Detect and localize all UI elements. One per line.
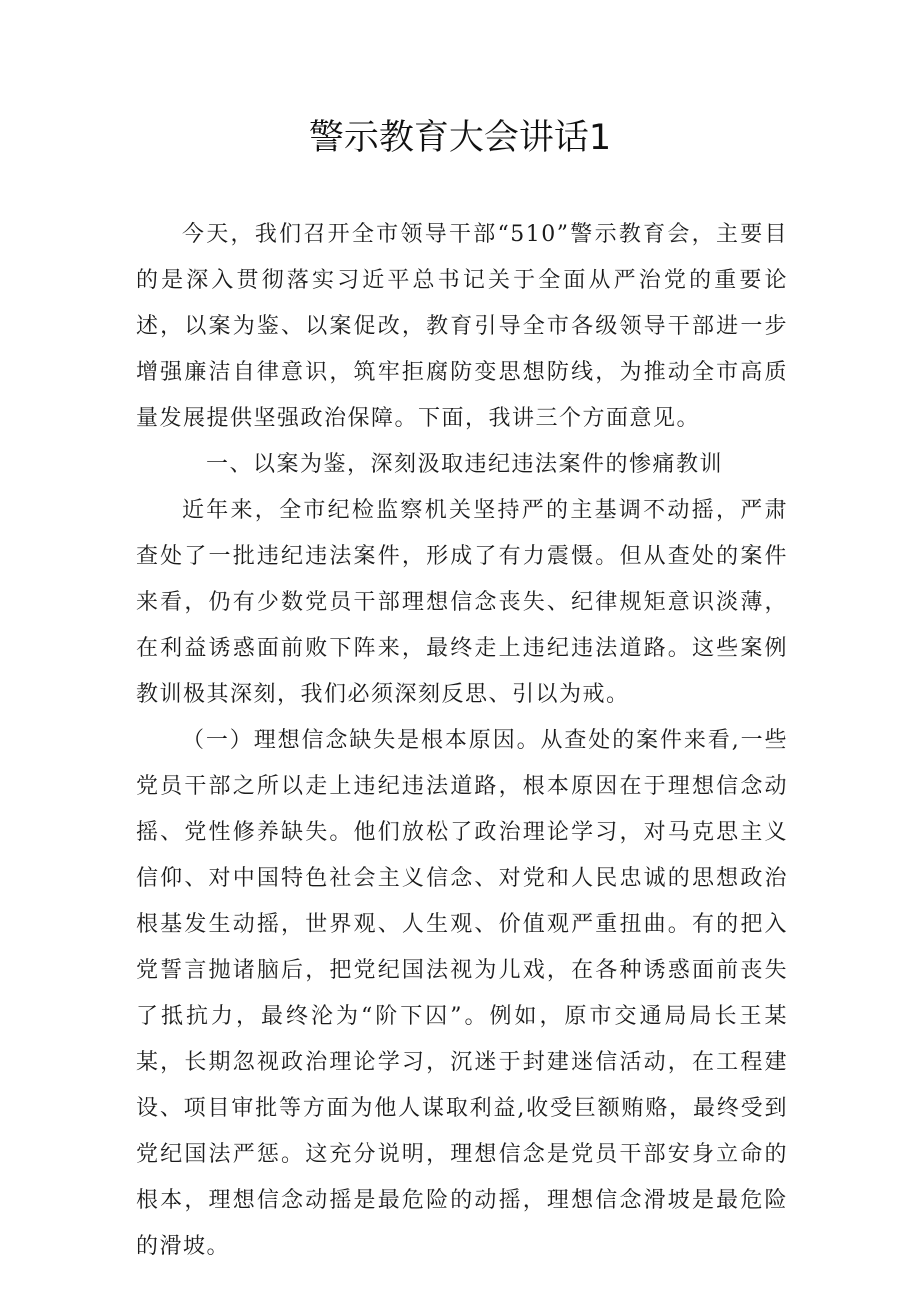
paragraph-intro: 今天，我们召开全市领导干部“510”警示教育会，主要目的是深入贯彻落实习近平总书记关于全面从严治党的重要论述，以案为鉴、以案促改，教育引导全市各级领导干部进一步增强廉洁自律意识，筑牢拒腐防变思想防线，为推动全市高质量发展提供坚强政治保障。下面，我讲三个方面意见。: [136, 222, 788, 431]
document-body: [136, 212, 788, 1270]
paragraph-section-1: 近年来，全市纪检监察机关坚持严的主基调不动摇，严肃查处了一批违纪违法案件，形成了有力震慑。但从查处的案件来看，仍有少数党员干部理想信念丧失、纪律规矩意识淡薄，在利益诱惑面前败下阵来，最终走上违纪违法道路。这些案例教训极其深刻，我们必须深刻反思、引以为戒。: [136, 498, 788, 707]
paragraph-subsection-1: （一）理想信念缺失是根本原因。从查处的案件来看,一些党员干部之所以走上违纪违法道路，根本原因在于理想信念动摇、党性修养缺失。他们放松了政治理论学习，对马克思主义信仰、对中国特色社会主义信念、对党和人民忠诚的思想政治根基发生动摇，世界观、人生观、价值观严重扭曲。有的把入党誓言抛诸脑后，把党纪国法视为儿戏，在各种诱惑面前丧失了抵抗力，最终沦为“阶下囚”。例如，原市交通局局长王某某，长期忽视政治理论学习，沉迷于封建迷信活动，在工程建设、项目审批等方面为他人谋取利益,收受巨额贿赂，最终受到党纪国法严惩。这充分说明，理想信念是党员干部安身立命的根本，理想信念动摇是最危险的动摇，理想信念滑坡是最危险的滑坡。: [136, 728, 788, 1259]
document-title: 警示教育大会讲话1: [308, 118, 612, 158]
section-heading-1: 一、以案为鉴，深刻汲取违纪违法案件的惨痛教训: [206, 452, 724, 477]
